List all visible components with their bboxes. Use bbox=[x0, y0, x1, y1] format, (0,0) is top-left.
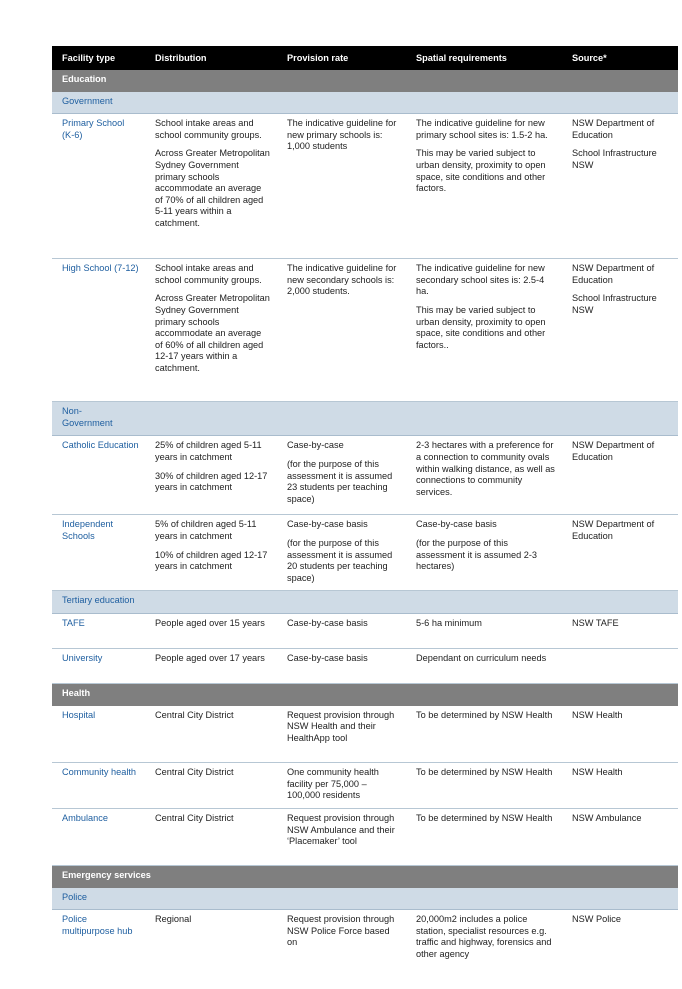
spatial-paragraph: Case-by-case basis bbox=[416, 519, 497, 530]
source-paragraph: NSW Police bbox=[572, 914, 622, 925]
section-header-row bbox=[52, 866, 678, 888]
provision-paragraph: Case-by-case basis bbox=[287, 652, 368, 663]
facility-name: Police multipurpose hub bbox=[62, 914, 133, 936]
distribution-paragraph: 5% of children aged 5-11 years in catchment bbox=[155, 519, 257, 541]
spatial-cell bbox=[406, 259, 562, 402]
source-paragraph: NSW Department of Education bbox=[572, 519, 655, 541]
provision-cell bbox=[277, 613, 406, 648]
provision-paragraph: Request provision through NSW Police Force based on bbox=[287, 914, 395, 948]
provision-paragraph: One community health facility per 75,000 – 100,000 residents bbox=[287, 767, 379, 801]
table-row bbox=[52, 763, 678, 809]
table-row bbox=[52, 613, 678, 648]
spatial-paragraph: To be determined by NSW Health bbox=[416, 813, 553, 824]
distribution-cell bbox=[145, 910, 277, 967]
header-spatial-requirements: Spatial requirements bbox=[406, 46, 562, 70]
distribution-paragraph: School intake areas and school community groups. bbox=[155, 263, 262, 285]
distribution-cell bbox=[145, 763, 277, 809]
facility-name: University bbox=[52, 648, 145, 683]
table-row bbox=[52, 259, 678, 402]
subsection-filler bbox=[406, 402, 562, 436]
source-cell bbox=[562, 763, 678, 809]
provision-cell bbox=[277, 114, 406, 259]
subsection-title: Tertiary education bbox=[52, 591, 678, 614]
provision-paragraph: The indicative guideline for new primary schools is: 1,000 students bbox=[287, 118, 397, 152]
spatial-paragraph: The indicative guideline for new secondary school sites is: 2.5-4 ha. bbox=[416, 263, 545, 297]
section-title: Health bbox=[52, 683, 678, 705]
spatial-paragraph: To be determined by NSW Health bbox=[416, 767, 553, 778]
spatial-cell bbox=[406, 648, 562, 683]
provision-paragraph: Request provision through NSW Health and their HealthApp tool bbox=[287, 709, 395, 743]
distribution-cell bbox=[145, 114, 277, 259]
source-paragraph: School Infrastructure NSW bbox=[572, 148, 657, 170]
spatial-cell bbox=[406, 515, 562, 591]
distribution-cell bbox=[145, 436, 277, 515]
provision-paragraph: Case-by-case basis bbox=[287, 519, 368, 530]
distribution-paragraph: Central City District bbox=[155, 813, 234, 824]
source-paragraph: NSW Department of Education bbox=[572, 440, 655, 462]
provision-cell bbox=[277, 515, 406, 591]
provision-paragraph: (for the purpose of this assessment it is assumed 23 students per teaching space) bbox=[287, 458, 393, 504]
subsection-filler bbox=[145, 402, 277, 436]
spatial-cell bbox=[406, 910, 562, 967]
spatial-paragraph: 5-6 ha minimum bbox=[416, 617, 482, 628]
distribution-paragraph: Central City District bbox=[155, 767, 234, 778]
source-cell bbox=[562, 613, 678, 648]
distribution-paragraph: People aged over 15 years bbox=[155, 617, 265, 628]
spatial-cell bbox=[406, 763, 562, 809]
table-row bbox=[52, 436, 678, 515]
provision-paragraph: Case-by-case bbox=[287, 440, 344, 451]
facility-name: Ambulance bbox=[52, 809, 145, 866]
distribution-paragraph: 30% of children aged 12-17 years in catchment bbox=[155, 470, 268, 493]
source-cell bbox=[562, 436, 678, 515]
provision-paragraph: Request provision through NSW Ambulance and their ‘Placemaker’ tool bbox=[287, 813, 395, 847]
distribution-paragraph: School intake areas and school community groups. bbox=[155, 118, 262, 140]
distribution-cell bbox=[145, 648, 277, 683]
spatial-paragraph: (for the purpose of this assessment it is assumed 2-3 hectares) bbox=[416, 537, 538, 572]
facility-name: Independent Schools bbox=[52, 515, 145, 591]
source-cell bbox=[562, 259, 678, 402]
facility-name: Community health bbox=[52, 763, 145, 809]
facility-name: Hospital bbox=[52, 706, 145, 763]
spatial-paragraph: To be determined by NSW Health bbox=[416, 709, 553, 720]
source-cell bbox=[562, 114, 678, 259]
header-facility-type: Facility type bbox=[52, 46, 145, 70]
source-paragraph: NSW Department of Education bbox=[572, 118, 655, 140]
facility-name: Primary School (K-6) bbox=[52, 114, 145, 259]
header-provision-rate: Provision rate bbox=[277, 46, 406, 70]
distribution-paragraph: Across Greater Metropolitan Sydney Government primary schools accommodate an average of 70% of all children aged 5-11 years within a catchment. bbox=[155, 148, 270, 228]
provision-cell bbox=[277, 436, 406, 515]
table-row bbox=[52, 114, 678, 259]
distribution-cell bbox=[145, 259, 277, 402]
spatial-cell bbox=[406, 809, 562, 866]
table-row bbox=[52, 706, 678, 763]
provision-cell bbox=[277, 809, 406, 866]
subsection-title: Police bbox=[52, 888, 678, 910]
spatial-cell bbox=[406, 613, 562, 648]
subsection-header-row bbox=[52, 92, 678, 114]
distribution-cell bbox=[145, 809, 277, 866]
provision-cell bbox=[277, 706, 406, 763]
distribution-paragraph: 10% of children aged 12-17 years in catchment bbox=[155, 549, 268, 572]
spatial-paragraph: This may be varied subject to urban density, proximity to open space, site conditions and other factors. bbox=[416, 148, 546, 194]
header-source: Source* bbox=[562, 46, 678, 70]
spatial-cell bbox=[406, 114, 562, 259]
distribution-paragraph: Central City District bbox=[155, 709, 234, 720]
source-paragraph: School Infrastructure NSW bbox=[572, 293, 657, 315]
distribution-paragraph: 25% of children aged 5-11 years in catchment bbox=[155, 440, 262, 462]
provision-cell bbox=[277, 648, 406, 683]
section-header-row bbox=[52, 683, 678, 705]
subsection-header-row bbox=[52, 591, 678, 614]
spatial-cell bbox=[406, 706, 562, 763]
spatial-cell bbox=[406, 436, 562, 515]
spatial-paragraph: The indicative guideline for new primary school sites is: 1.5-2 ha. bbox=[416, 118, 548, 140]
distribution-cell bbox=[145, 613, 277, 648]
source-paragraph: NSW TAFE bbox=[572, 617, 619, 628]
subsection-header-row bbox=[52, 888, 678, 910]
subsection-header-row bbox=[52, 402, 678, 436]
source-cell bbox=[562, 648, 678, 683]
distribution-paragraph: People aged over 17 years bbox=[155, 652, 265, 663]
table-body bbox=[52, 70, 678, 967]
table-row bbox=[52, 648, 678, 683]
provision-cell bbox=[277, 259, 406, 402]
table-row bbox=[52, 809, 678, 866]
facility-name: Catholic Education bbox=[52, 436, 145, 515]
table-row bbox=[52, 910, 678, 967]
distribution-paragraph: Regional bbox=[155, 914, 192, 925]
source-paragraph: NSW Health bbox=[572, 767, 623, 778]
provision-paragraph: The indicative guideline for new secondary schools is: 2,000 students. bbox=[287, 263, 397, 297]
subsection-title: Non- Government bbox=[52, 402, 145, 436]
spatial-paragraph: Dependant on curriculum needs bbox=[416, 652, 547, 663]
provision-paragraph: Case-by-case basis bbox=[287, 617, 368, 628]
spatial-paragraph: 2-3 hectares with a preference for a connection to community ovals within walking distance, as well as connections to community services. bbox=[416, 440, 555, 497]
facility-name: High School (7-12) bbox=[52, 259, 145, 402]
section-title: Emergency services bbox=[52, 866, 678, 888]
source-paragraph: NSW Health bbox=[572, 709, 623, 720]
section-title: Education bbox=[52, 70, 678, 92]
subsection-filler bbox=[277, 402, 406, 436]
subsection-filler bbox=[562, 402, 678, 436]
spatial-paragraph: 20,000m2 includes a police station, specialist resources e.g. traffic and highway, forensics and other agency bbox=[416, 914, 552, 960]
table-header-row bbox=[52, 46, 678, 70]
provision-paragraph: (for the purpose of this assessment it is assumed 20 students per teaching space) bbox=[287, 537, 393, 583]
spatial-paragraph: This may be varied subject to urban density, proximity to open space, site conditions and other factors.. bbox=[416, 304, 546, 350]
facility-name: TAFE bbox=[52, 613, 145, 648]
header-distribution: Distribution bbox=[145, 46, 277, 70]
source-cell bbox=[562, 910, 678, 967]
source-cell bbox=[562, 706, 678, 763]
source-paragraph: NSW Ambulance bbox=[572, 813, 642, 824]
table-row bbox=[52, 515, 678, 591]
distribution-cell bbox=[145, 515, 277, 591]
source-cell bbox=[562, 809, 678, 866]
distribution-cell bbox=[145, 706, 277, 763]
facility-provision-table bbox=[52, 46, 678, 967]
provision-cell bbox=[277, 763, 406, 809]
provision-cell bbox=[277, 910, 406, 967]
source-paragraph: NSW Department of Education bbox=[572, 263, 655, 285]
source-cell bbox=[562, 515, 678, 591]
subsection-title: Government bbox=[52, 92, 678, 114]
section-header-row bbox=[52, 70, 678, 92]
distribution-paragraph: Across Greater Metropolitan Sydney Government primary schools accommodate an average of 60% of all children aged 12-17 years within a catchment. bbox=[155, 293, 270, 373]
